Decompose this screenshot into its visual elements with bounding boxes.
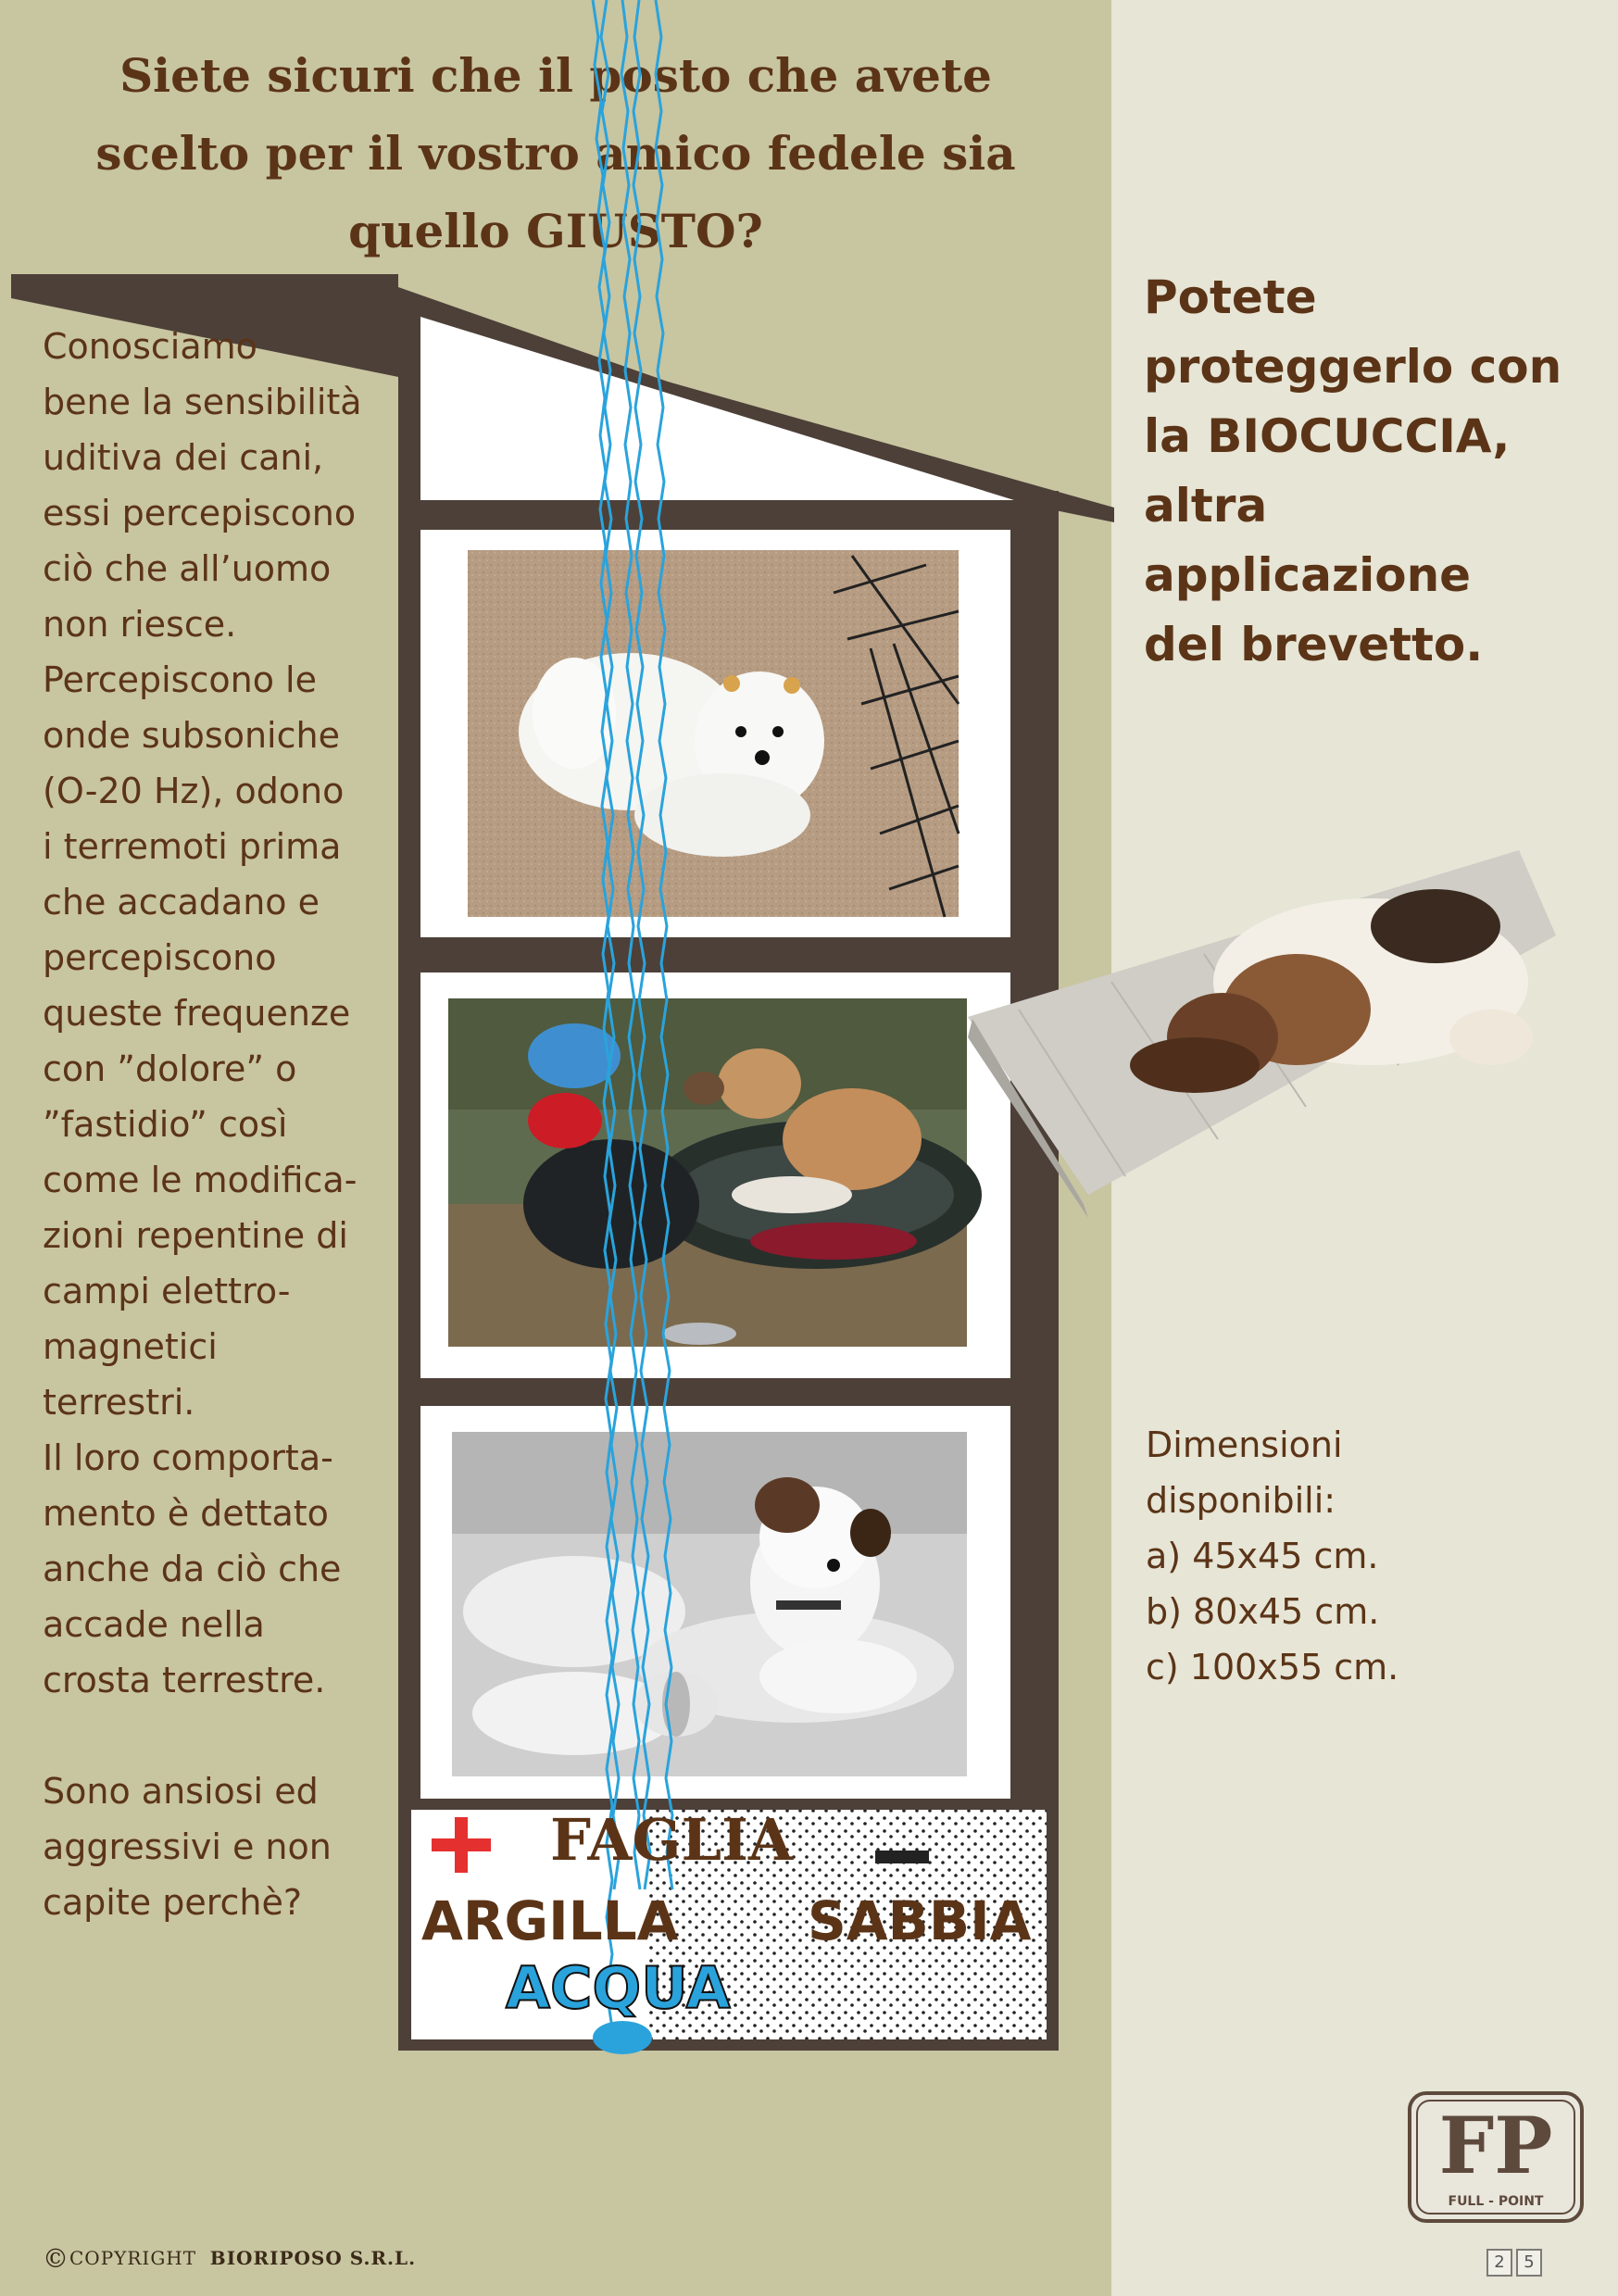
photo-jack-russell <box>452 1432 967 1776</box>
body-paragraph-1-line: (O-20 Hz), odono <box>43 771 345 811</box>
legend-acqua: ACQUA <box>506 1954 731 2022</box>
body-paragraph-1-line: terrestri. <box>43 1382 195 1423</box>
company-name: BIORIPOSO S.R.L. <box>209 2247 417 2269</box>
copyright-symbol-icon: © <box>43 2243 69 2274</box>
body-paragraph-1-line: magnetici <box>43 1326 218 1367</box>
body-paragraph-2-line: capite perchè? <box>43 1882 303 1923</box>
photo-dog-trash <box>448 998 982 1347</box>
page-number-left: 2 <box>1486 2249 1512 2277</box>
body-paragraph-1-line: accade nella <box>43 1604 265 1645</box>
body-paragraph-1-line: Conosciamo <box>43 326 257 367</box>
photo-maltese <box>468 550 959 917</box>
dimensions-line: disponibili: <box>1146 1480 1336 1521</box>
biocuccia-title <box>1144 263 1607 680</box>
dimensions-line: c) 100x55 cm. <box>1146 1647 1399 1687</box>
body-paragraph-1-line: essi percepiscono <box>43 493 357 533</box>
body-paragraph-1-line: Percepiscono le <box>43 659 317 700</box>
biocuccia-title-line: la BIOCUCCIA, <box>1144 409 1511 463</box>
biocuccia-title-line: Potete <box>1144 270 1317 324</box>
body-paragraph-1 <box>43 319 413 1708</box>
body-paragraph-1-line: che accadano e <box>43 882 320 922</box>
headline-line-1: Siete sicuri che il posto che avete <box>119 48 992 103</box>
headline-line-3: quello GIUSTO? <box>348 204 763 258</box>
body-paragraph-1-line: come le modifica- <box>43 1160 357 1200</box>
water-drop <box>593 2021 652 2054</box>
body-paragraph-1-line: mento è dettato <box>43 1493 329 1534</box>
copyright <box>43 2243 416 2274</box>
body-paragraph-1-line: non riesce. <box>43 604 237 645</box>
headline-line-2: scelto per il vostro amico fedele sia <box>95 126 1016 181</box>
body-paragraph-1-line: con ”dolore” o <box>43 1048 297 1089</box>
body-paragraph-1-line: zioni repentine di <box>43 1215 348 1256</box>
body-paragraph-1-line: onde subsoniche <box>43 715 340 756</box>
minus-sign <box>875 1851 929 1863</box>
body-paragraph-2-line: Sono ansiosi ed <box>43 1771 319 1812</box>
legend-sabbia: SABBIA <box>808 1889 1032 1952</box>
dimensions-line: Dimensioni <box>1146 1424 1343 1465</box>
legend-argilla: ARGILLA <box>421 1889 679 1952</box>
full-point-logo <box>1408 2091 1584 2223</box>
dimensions-line: a) 45x45 cm. <box>1146 1536 1379 1576</box>
body-paragraph-1-line: queste frequenze <box>43 993 351 1034</box>
body-paragraph-1-line: percepiscono <box>43 937 277 978</box>
svg-text:FP: FP <box>1438 2100 1553 2191</box>
body-paragraph-2-line: aggressivi e non <box>43 1826 332 1867</box>
plus-sign-h <box>432 1838 491 1851</box>
biocuccia-title-line: altra applicazione <box>1144 479 1472 602</box>
biocuccia-title-line: proteggerlo con <box>1144 340 1562 394</box>
body-paragraph-1-line: anche da ciò che <box>43 1549 342 1589</box>
legend-faglia: FAGLIA <box>550 1806 794 1874</box>
body-paragraph-1-line: ciò che all’uomo <box>43 548 332 589</box>
dimensions-line: b) 80x45 cm. <box>1146 1591 1380 1632</box>
biocuccia-title-line: del brevetto. <box>1144 618 1484 671</box>
body-paragraph-1-line: bene la sensibilità <box>43 382 362 422</box>
body-paragraph-1-line: campi elettro- <box>43 1271 291 1311</box>
copyright-label: COPYRIGHT <box>69 2247 197 2269</box>
body-paragraph-2 <box>43 1763 413 1930</box>
page-number <box>1486 2249 1542 2277</box>
body-text <box>43 319 413 1930</box>
body-paragraph-1-line: uditiva dei cani, <box>43 437 324 478</box>
svg-text:FULL - POINT: FULL - POINT <box>1448 2194 1544 2209</box>
page-number-right: 5 <box>1516 2249 1542 2277</box>
body-paragraph-1-line: crosta terrestre. <box>43 1660 326 1700</box>
body-paragraph-1-line: ”fastidio” così <box>43 1104 288 1145</box>
dimensions <box>1146 1417 1572 1695</box>
body-paragraph-1-line: i terremoti prima <box>43 826 342 867</box>
body-paragraph-1-line: Il loro comporta- <box>43 1437 333 1478</box>
